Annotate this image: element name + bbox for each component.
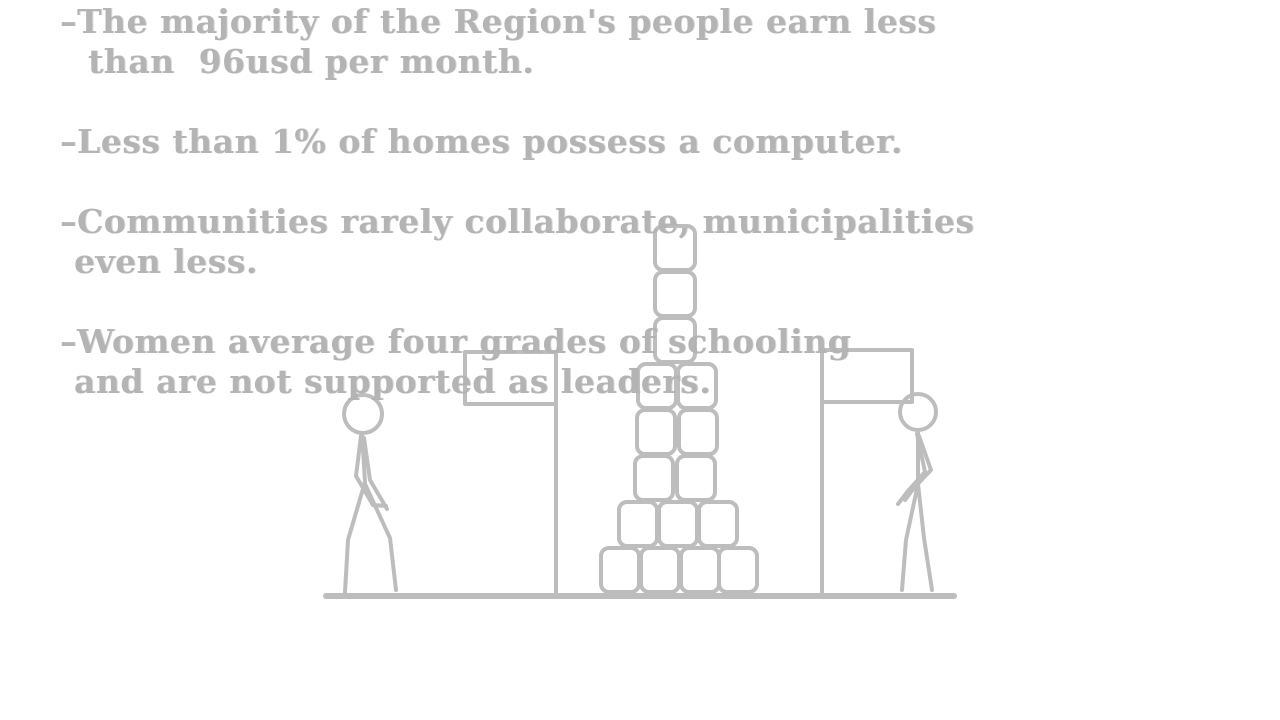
left-stick-figure — [344, 395, 396, 592]
bullet-1-line-1: –The majority of the Region's people earn less — [60, 2, 937, 41]
bullet-4-line-1: –Women average four grades of schooling — [60, 322, 852, 361]
right-sign — [822, 350, 912, 596]
bullet-4-line-2: and are not supported as leaders. — [74, 362, 712, 401]
bullet-1-line-2: than 96usd per month. — [88, 42, 535, 81]
block-tower — [601, 226, 757, 592]
bullet-2-line-1: –Less than 1% of homes possess a computer. — [60, 122, 903, 161]
bullet-3-line-2: even less. — [74, 242, 258, 281]
bullet-3-line-1: –Communities rarely collaborate, municipalities — [60, 202, 975, 241]
right-stick-figure — [898, 394, 936, 590]
